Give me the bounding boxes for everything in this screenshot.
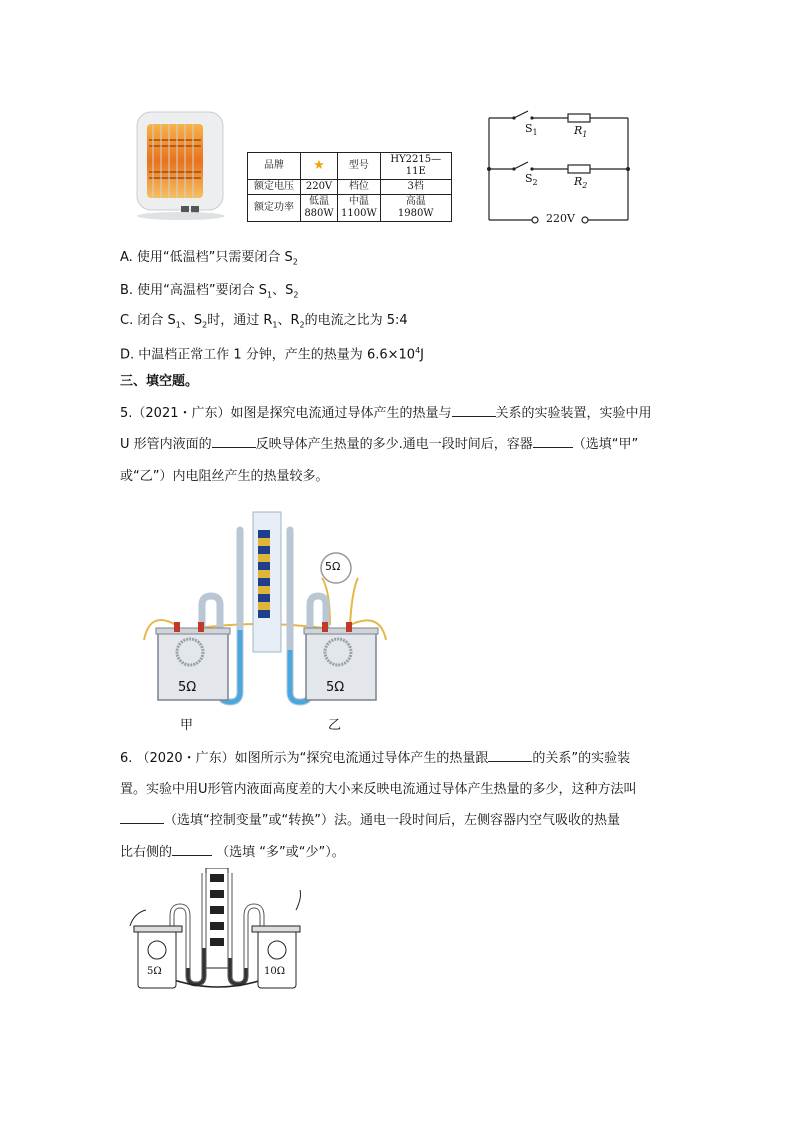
- switch-s2-label: $S_2$: [525, 172, 538, 188]
- power-high: 高温 1980W: [380, 195, 451, 222]
- option-c: C. 闭合 $S_1$、$S_2$时，通过 $R_1$、$R_2$的电流之比为 5:4: [120, 313, 408, 330]
- spec-table: [247, 152, 452, 222]
- q5-line2: U 形管内液面的 反映导体产生热量的多少.通电一段时间后，容器 （选填“甲”: [120, 437, 639, 452]
- q5-left-resistor-label: 5Ω: [178, 680, 197, 695]
- q6-line2: 置。实验中用U形管内液面高度差的大小来反映电流通过导体产生热量的多少，这种方法叫: [120, 782, 637, 797]
- option-a: A. 使用“低温档”只需要闭合 $S_2$: [120, 250, 298, 267]
- q6-blank-1[interactable]: [488, 749, 532, 762]
- circuit-diagram: [484, 108, 634, 228]
- brand-label: 品牌: [248, 153, 301, 180]
- q6-line1: 6. （2020・广东）如图所示为“探究电流通过导体产生的热量跟 的关系”的实验装: [120, 751, 631, 766]
- star-icon: ★: [313, 157, 325, 173]
- q5-blank-1[interactable]: [452, 404, 496, 417]
- q6-blank-2[interactable]: [120, 811, 164, 824]
- gear-label: 档位: [338, 180, 381, 195]
- q6-left-resistor-label: 5Ω: [147, 966, 162, 977]
- model-value: HY2215—11E: [380, 153, 451, 180]
- q5-label-jia: 甲: [180, 718, 194, 733]
- source-label: 220V: [546, 212, 575, 225]
- q6-line3: （选填“控制变量”或“转换”）法。通电一段时间后，左侧容器内空气吸收的热量: [120, 811, 620, 831]
- q5-right-resistor-label: 5Ω: [326, 680, 345, 695]
- brand-logo: [301, 153, 338, 180]
- option-d: D. 中温档正常工作 1 分钟，产生的热量为 $6.6\times 10^4J$: [120, 346, 424, 363]
- section-title: 三、填空题。: [120, 374, 199, 389]
- resistor-r1-label: $R_1$: [574, 124, 588, 140]
- q6-figure: [128, 868, 308, 993]
- power-label: 额定功率: [248, 195, 301, 222]
- power-low: 低温 880W: [301, 195, 338, 222]
- q5-line1: 5.（2021・广东）如图是探究电流通过导体产生的热量与 关系的实验装置，实验中用: [120, 406, 652, 421]
- power-mid: 中温 1100W: [338, 195, 381, 222]
- gear-value: 3档: [380, 180, 451, 195]
- voltage-value: 220V: [301, 180, 338, 195]
- q5-top-resistor-label: 5Ω: [325, 560, 341, 573]
- model-label: 型号: [338, 153, 381, 180]
- voltage-label: 额定电压: [248, 180, 301, 195]
- q5-blank-2[interactable]: [212, 435, 256, 448]
- q6-right-resistor-label: 10Ω: [264, 966, 286, 977]
- q5-line3: 或“乙”）内电阻丝产生的热量较多。: [120, 469, 329, 484]
- heater-image: [133, 110, 229, 220]
- switch-s1-label: $S_1$: [525, 122, 538, 138]
- option-b: B. 使用“高温档”要闭合 $S_1$、$S_2$: [120, 283, 299, 300]
- spec-table-wrapper: [247, 152, 452, 222]
- q5-label-yi: 乙: [328, 718, 342, 733]
- q5-blank-3[interactable]: [533, 435, 573, 448]
- q6-line4: 比右侧的 （选填 “多”或“少”）。: [120, 845, 345, 860]
- q6-blank-3[interactable]: [172, 843, 212, 856]
- q5-figure: [140, 510, 390, 735]
- resistor-r2-label: $R_2$: [574, 175, 588, 191]
